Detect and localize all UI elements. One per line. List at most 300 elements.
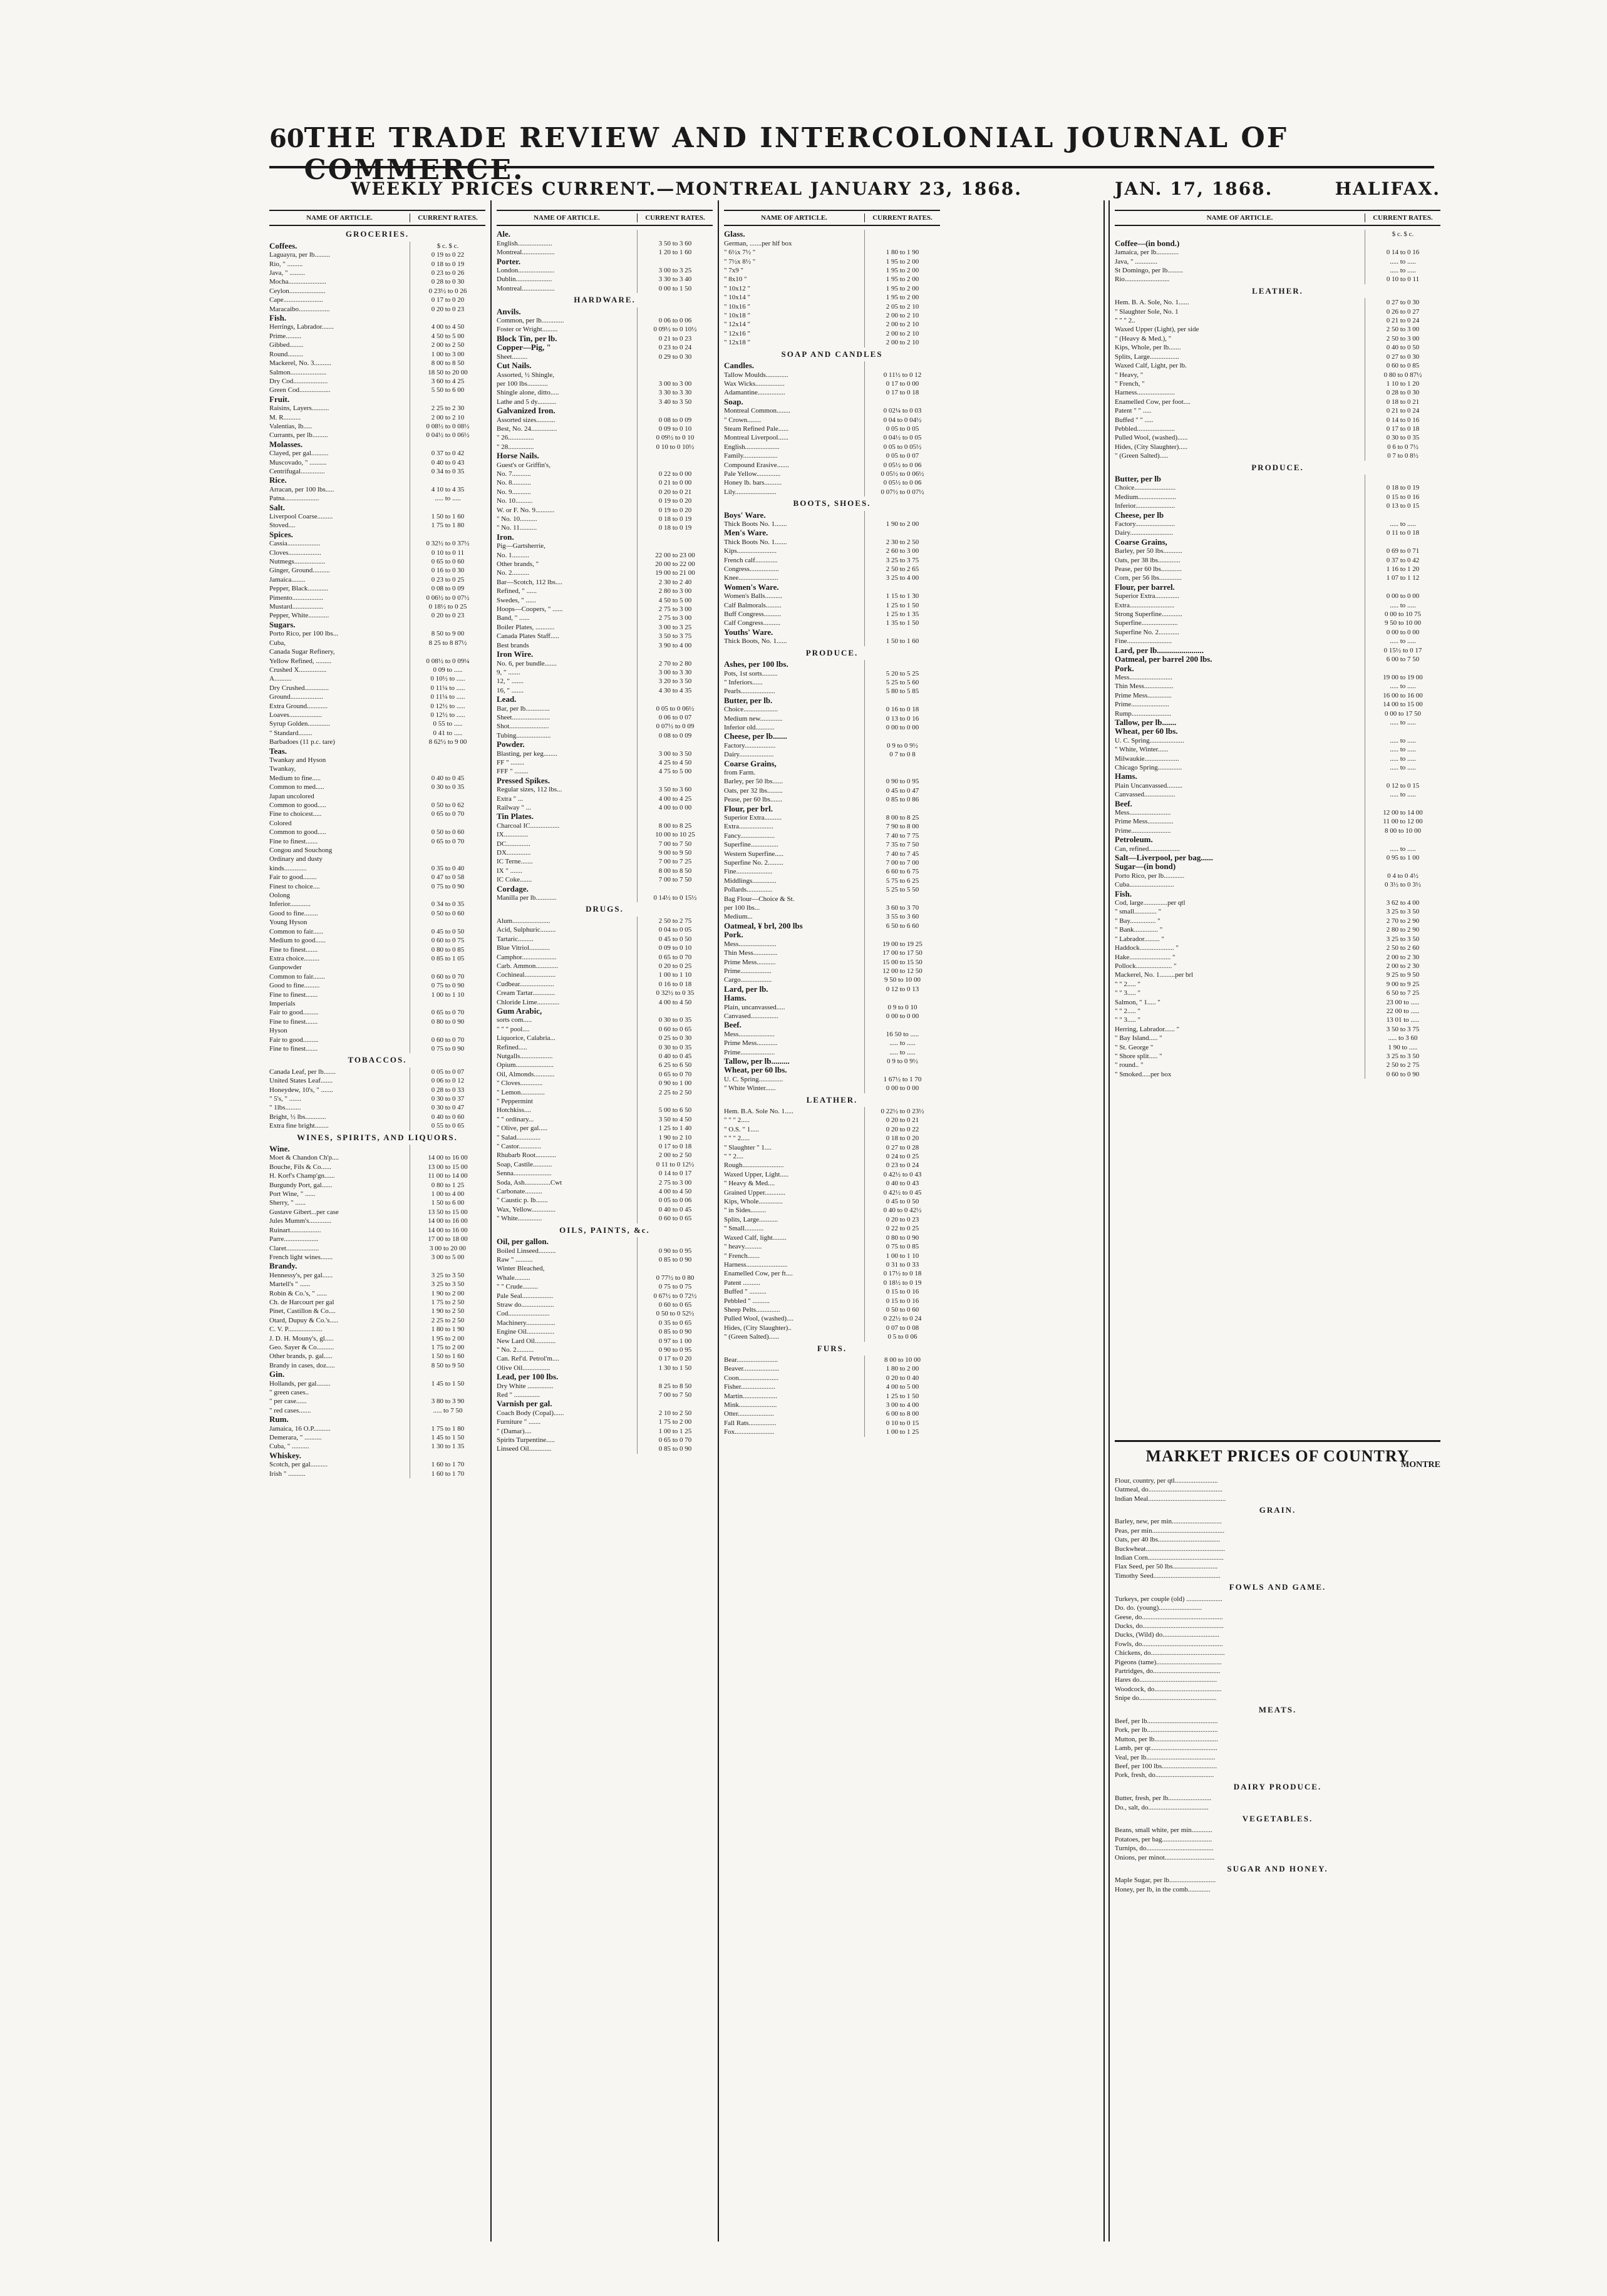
- price-row: [724, 230, 940, 239]
- price-row: [269, 1145, 485, 1153]
- article-rate: 15 00 to 15 50: [864, 958, 940, 967]
- article-rate: 8 00 to 8 25: [864, 813, 940, 822]
- price-row: [724, 1279, 940, 1287]
- price-row: [497, 1292, 713, 1300]
- article-rate: 1 90 to .....: [1365, 1043, 1440, 1052]
- price-row: [724, 583, 940, 592]
- article-name: Hides, (City Slaughter)..: [724, 1324, 792, 1332]
- article-rate: [864, 768, 940, 777]
- article-name: Knee.......................: [724, 574, 778, 582]
- article-name: Thick Boots No. 1.......: [724, 538, 787, 546]
- article-name: 12, " .......: [497, 677, 524, 686]
- article-rate: 3 50 to 3 75: [637, 632, 713, 641]
- article-name: Syrup Golden.............: [269, 720, 331, 728]
- article-name: Canada Sugar Refinery,: [269, 648, 335, 656]
- article-rate: [410, 1451, 485, 1460]
- article-name: No. 6, per bundle.......: [497, 659, 557, 667]
- article-rate: 0 65 to 0 70: [410, 810, 485, 818]
- article-name: Pinet, Castillon & Co....: [269, 1307, 336, 1315]
- article-name: Soda, Ash...............Cwt: [497, 1178, 562, 1187]
- market-item: Oatmeal, do...........................................: [1115, 1486, 1223, 1494]
- price-row: [724, 379, 940, 388]
- article-name: Liverpool Coarse.........: [269, 513, 333, 520]
- article-name: Camphor....................: [497, 953, 557, 961]
- price-row: [1115, 230, 1440, 239]
- price-row: [1115, 475, 1440, 483]
- article-rate: [1365, 800, 1440, 808]
- article-rate: ..... to .....: [1365, 637, 1440, 646]
- article-name: Montreal Liverpool......: [724, 434, 788, 442]
- price-row: [269, 1190, 485, 1198]
- price-row: [497, 1169, 713, 1178]
- price-row: [269, 575, 485, 584]
- article-rate: 3 60 to 3 70: [864, 903, 940, 912]
- article-name: " heavy..........: [724, 1243, 762, 1251]
- price-row: [724, 723, 940, 732]
- article-name: Coarse Grains,: [724, 759, 777, 768]
- article-name: Sheet......................: [497, 713, 550, 721]
- article-rate: ..... to .....: [410, 494, 485, 503]
- article-name: " Standard........: [269, 729, 313, 737]
- article-name: Butter, per lb: [1115, 474, 1162, 483]
- article-name: French calf.............: [724, 556, 778, 564]
- article-rate: [410, 395, 485, 404]
- article-name: German, .......per hlf box: [724, 239, 792, 247]
- article-rate: 0 28 to 0 30: [1365, 388, 1440, 397]
- article-name: Hotchkiss....: [497, 1106, 531, 1115]
- article-rate: 0 18 to 0 19: [637, 515, 713, 523]
- article-rate: 3 30 to 3 40: [637, 275, 713, 284]
- article-name: Superfine................: [724, 841, 778, 849]
- article-rate: 2 00 to 2 10: [864, 329, 940, 338]
- price-row: [724, 248, 940, 257]
- article-name: Extra " ...: [497, 795, 524, 803]
- article-rate: 4 50 to 5 00: [410, 332, 485, 341]
- price-row: [497, 875, 713, 884]
- price-row: [269, 991, 485, 999]
- market-item: Beef, per 100 lbs................................: [1115, 1763, 1217, 1770]
- market-item: Barley, new, per min.............................: [1115, 1518, 1222, 1526]
- price-row: [1115, 970, 1440, 979]
- article-name: J. D. H. Mouny's, gl.....: [269, 1334, 334, 1342]
- price-row: [497, 343, 713, 352]
- article-name: C. V. P....................: [269, 1326, 323, 1334]
- article-name: Yellow Refined, .........: [269, 657, 332, 665]
- article-rate: $ c. $ c.: [1365, 230, 1440, 239]
- market-section-title: SUGAR AND HONEY.: [1227, 1864, 1328, 1874]
- market-row: [1115, 1495, 1440, 1503]
- market-row: [1115, 1553, 1440, 1562]
- price-row: [497, 1124, 713, 1133]
- price-row: [497, 325, 713, 334]
- article-name: Tin Plates.: [497, 812, 534, 821]
- price-row: [497, 497, 713, 505]
- article-rate: [410, 314, 485, 322]
- article-name: Bouche, Fils & Co......: [269, 1163, 332, 1171]
- price-row: [497, 812, 713, 821]
- article-name: Tallow, per lb.........: [724, 1056, 790, 1066]
- price-row: [1115, 511, 1440, 520]
- article-rate: [1365, 583, 1440, 592]
- market-row: [1115, 1517, 1440, 1526]
- price-row: [724, 660, 940, 669]
- price-row: [269, 602, 485, 611]
- article-name: No. 7...........: [497, 470, 531, 478]
- article-name: Wax Wicks.................: [724, 379, 785, 388]
- article-rate: 1 75 to 1 80: [410, 521, 485, 530]
- article-name: Stoved....: [269, 522, 296, 530]
- price-row: [724, 1134, 940, 1143]
- article-rate: 2 75 to 3 00: [637, 614, 713, 622]
- article-name: Mess........................: [1115, 809, 1171, 816]
- price-row: [1115, 248, 1440, 257]
- article-rate: 1 95 to 2 00: [864, 293, 940, 302]
- article-name: Fine to finest.......: [269, 991, 318, 999]
- price-row: [724, 538, 940, 547]
- price-row: [724, 1297, 940, 1305]
- article-name: Rice.: [269, 476, 287, 485]
- price-row: [269, 1424, 485, 1433]
- price-row: [497, 953, 713, 962]
- article-name: Prime.......................: [1115, 826, 1171, 835]
- article-rate: 0 35 to 0 40: [410, 864, 485, 873]
- price-row: [497, 533, 713, 542]
- price-row: [269, 440, 485, 449]
- price-row: [1115, 682, 1440, 691]
- article-name: " Salad..............: [497, 1133, 541, 1141]
- price-row: [269, 1280, 485, 1289]
- article-name: Tallow Moulds.............: [724, 371, 788, 379]
- article-name: IX " .......: [497, 867, 522, 875]
- article-rate: 0 7 to 0 8: [864, 750, 940, 759]
- article-name: Waxed Calf, Light, per lb.: [1115, 362, 1187, 370]
- price-row: [497, 695, 713, 704]
- article-rate: [637, 1264, 713, 1273]
- article-rate: 4 30 to 4 35: [637, 686, 713, 695]
- article-rate: 0 60 to 0 75: [410, 936, 485, 945]
- article-name: Prime....................: [724, 1048, 775, 1056]
- article-rate: [864, 528, 940, 537]
- article-rate: 3 62 to 4 00: [1365, 898, 1440, 907]
- market-item: Chickens, do...........................................: [1115, 1649, 1225, 1657]
- article-name: Congou and Souchong: [269, 847, 333, 855]
- article-rate: 0 31 to 0 33: [864, 1260, 940, 1269]
- price-row: [497, 560, 713, 569]
- article-rate: 0 06½ to 0 07½: [410, 594, 485, 602]
- price-row: [497, 713, 713, 722]
- price-row: [724, 1206, 940, 1215]
- price-row: [269, 657, 485, 666]
- price-row: [724, 831, 940, 840]
- article-name: sorts com.....: [497, 1016, 532, 1024]
- article-rate: 0 00 to 0 00: [864, 1012, 940, 1021]
- article-rate: 2 25 to 2 50: [637, 1088, 713, 1097]
- price-row: [724, 547, 940, 555]
- article-name: " Shore split..... ": [1115, 1052, 1162, 1060]
- article-name: IC Coke.......: [497, 876, 532, 884]
- price-row: [497, 406, 713, 415]
- article-name: " Peppermint: [497, 1098, 533, 1105]
- article-rate: 1 95 to 2 00: [864, 257, 940, 266]
- article-rate: 0 17 to 0 18: [1365, 425, 1440, 433]
- article-name: " French, ": [1115, 379, 1145, 388]
- article-name: " " " 2..: [1115, 317, 1135, 325]
- article-name: Jamaica........: [269, 575, 306, 584]
- section-title: HARDWARE.: [574, 295, 636, 305]
- article-name: U. C. Spring..............: [724, 1075, 783, 1083]
- price-row: [724, 1242, 940, 1251]
- market-row: [1115, 1762, 1440, 1771]
- price-row: [269, 1289, 485, 1298]
- price-row: [724, 574, 940, 582]
- price-row: [724, 840, 940, 849]
- article-rate: 0 13 to 0 15: [1365, 502, 1440, 510]
- article-name: Congress.................: [724, 565, 779, 574]
- article-rate: 0 04½ to 0 06½: [410, 431, 485, 440]
- article-name: Imperials: [269, 999, 296, 1007]
- article-name: Dry Cod....................: [269, 377, 328, 385]
- article-name: " Bank.............. ": [1115, 926, 1163, 934]
- article-name: " 12x16 ": [724, 329, 750, 337]
- article-rate: 0 30 to 0 47: [410, 1103, 485, 1112]
- price-row: [497, 767, 713, 776]
- article-rate: [410, 440, 485, 449]
- article-rate: 0 21 to 0 24: [1365, 316, 1440, 325]
- price-row: [269, 846, 485, 855]
- price-row: [497, 1025, 713, 1034]
- article-rate: 0 3½ to 0 3½: [1365, 880, 1440, 889]
- price-row: [724, 1170, 940, 1179]
- article-rate: [864, 994, 940, 1002]
- column-rule: [1103, 200, 1110, 2242]
- article-rate: 0 04 to 0 04½: [864, 416, 940, 425]
- price-row: [497, 1255, 713, 1264]
- article-rate: 7 90 to 8 00: [864, 822, 940, 831]
- price-row: [724, 858, 940, 867]
- price-row: [497, 542, 713, 550]
- article-name: Fine.....................: [724, 868, 773, 876]
- price-row: [269, 882, 485, 891]
- article-name: " (Green Salted)......: [724, 1333, 780, 1341]
- price-row: [724, 714, 940, 723]
- article-name: Teas.: [269, 746, 287, 756]
- price-row: [269, 1103, 485, 1112]
- article-rate: 0 15 to 0 16: [864, 1297, 940, 1305]
- article-rate: 3 25 to 3 50: [410, 1271, 485, 1280]
- price-row: [497, 1354, 713, 1363]
- price-row: [269, 296, 485, 304]
- price-row: [1115, 520, 1440, 528]
- article-name: Canvassed..................: [1115, 791, 1176, 799]
- price-row: [269, 1217, 485, 1225]
- article-rate: [637, 533, 713, 542]
- article-rate: 0 10½ to .....: [410, 674, 485, 683]
- article-name: Chicago Spring..............: [1115, 763, 1182, 771]
- price-row: [269, 620, 485, 629]
- article-rate: ..... to .....: [1365, 845, 1440, 853]
- market-row: [1115, 1562, 1440, 1571]
- column-header-rates: CURRENT RATES.: [1365, 214, 1440, 222]
- price-column-2: [497, 210, 713, 1454]
- price-row: [269, 774, 485, 783]
- section-title: PRODUCE.: [1251, 462, 1304, 472]
- article-name: " Bay Island..... ": [1115, 1034, 1162, 1042]
- price-row: [269, 1325, 485, 1334]
- price-row: [1115, 343, 1440, 352]
- article-name: Beaver.....................: [724, 1365, 780, 1373]
- article-name: Nutgalls...................: [497, 1052, 553, 1060]
- article-name: Otter.....................: [724, 1410, 774, 1418]
- article-rate: 0 17 to 0 00: [864, 379, 940, 388]
- price-row: [269, 458, 485, 467]
- article-rate: 0 90 to 0 95: [864, 777, 940, 786]
- price-row: [269, 1008, 485, 1017]
- column-header-name: NAME OF ARTICLE.: [761, 214, 827, 222]
- price-row: [724, 425, 940, 433]
- article-rate: 2 70 to 2 90: [1365, 917, 1440, 925]
- article-rate: [410, 476, 485, 485]
- price-row: [724, 985, 940, 994]
- price-row: [724, 619, 940, 627]
- price-row: [269, 332, 485, 341]
- article-name: Gin.: [269, 1370, 285, 1379]
- article-name: Manilla per lb............: [497, 894, 557, 902]
- article-rate: 0 08½ to 0 08½: [410, 422, 485, 431]
- article-rate: 0 60 to 0 65: [637, 1025, 713, 1034]
- article-name: Shot.......................: [497, 723, 549, 731]
- article-rate: 0 40 to 0 60: [410, 1113, 485, 1121]
- article-name: Other brands, p. gal.....: [269, 1352, 333, 1361]
- price-row: [724, 416, 940, 425]
- article-rate: 2 10 to 2 50: [637, 1409, 713, 1418]
- article-rate: 0 90 to 1 00: [637, 1079, 713, 1088]
- article-rate: 2 50 to 3 00: [1365, 325, 1440, 334]
- market-row: [1115, 1535, 1440, 1544]
- price-row: [497, 1391, 713, 1399]
- market-section-title: VEGETABLES.: [1242, 1814, 1313, 1824]
- article-rate: [637, 1399, 713, 1408]
- article-rate: 2 00 to 2 10: [864, 338, 940, 347]
- price-row: [497, 1300, 713, 1309]
- price-row: [724, 1107, 940, 1116]
- article-name: Dairy.........................: [1115, 529, 1174, 537]
- article-rate: 1 50 to 1 60: [410, 512, 485, 521]
- price-row: [269, 1044, 485, 1053]
- article-rate: [1365, 538, 1440, 547]
- side-title: [1115, 178, 1440, 199]
- price-row: [497, 623, 713, 632]
- article-rate: 0 20 to 0 23: [410, 305, 485, 314]
- price-row: [1115, 817, 1440, 826]
- article-name: Cuba,: [269, 639, 286, 647]
- article-name: Women's Ware.: [724, 582, 779, 592]
- price-row: [269, 711, 485, 719]
- article-rate: 4 00 to 4 50: [637, 998, 713, 1007]
- price-row: [269, 702, 485, 711]
- article-rate: [637, 885, 713, 893]
- article-name: Oatmeal, ¥ brl, 200 lbs: [724, 921, 803, 930]
- price-row: [497, 1205, 713, 1214]
- price-row: [724, 678, 940, 687]
- article-name: Rhubarb Root............: [497, 1151, 557, 1160]
- article-rate: 0 15½ to 0 17: [1365, 646, 1440, 655]
- market-row: [1115, 1694, 1440, 1702]
- article-rate: 1 95 to 2 00: [864, 284, 940, 293]
- price-row: [269, 674, 485, 683]
- price-row: [724, 1428, 940, 1436]
- price-row: [1115, 664, 1440, 673]
- price-row: [497, 925, 713, 934]
- article-name: Honeydew, 10's, " .......: [269, 1086, 333, 1094]
- article-name: Salt—Liverpool, per bag......: [1115, 853, 1213, 863]
- article-rate: 0 41 to .....: [410, 729, 485, 738]
- article-name: Compound Erasive.......: [724, 461, 789, 469]
- price-row: [497, 443, 713, 451]
- article-name: Straw do...................: [497, 1300, 554, 1309]
- article-name: Pearls....................: [724, 687, 775, 696]
- price-row: [269, 747, 485, 756]
- price-row: [724, 687, 940, 696]
- article-rate: 0 55 to 0 65: [410, 1121, 485, 1130]
- article-name: Cordage.: [497, 884, 529, 893]
- price-row: [269, 314, 485, 322]
- article-rate: 0 65 to 0 70: [637, 1436, 713, 1444]
- article-rate: 1 90 to 2 50: [410, 1307, 485, 1315]
- article-rate: 1 30 to 1 50: [637, 1364, 713, 1372]
- article-rate: 0 19 to 0 20: [637, 506, 713, 515]
- article-rate: 20 00 to 22 00: [637, 560, 713, 569]
- article-rate: 7 00 to 7 25: [637, 857, 713, 866]
- price-row: [269, 1026, 485, 1035]
- price-row: [269, 1334, 485, 1343]
- article-name: Kips.......................: [724, 547, 777, 555]
- article-name: Dublin.....................: [497, 275, 552, 284]
- article-name: Tubing....................: [497, 731, 551, 739]
- price-row: [1115, 1052, 1440, 1061]
- article-name: Copper—Pig, ": [497, 343, 551, 353]
- price-row: [269, 1316, 485, 1325]
- article-rate: 8 62½ to 9 00: [410, 738, 485, 746]
- section-title: LEATHER.: [1252, 286, 1303, 296]
- article-rate: [1365, 835, 1440, 844]
- price-row: [269, 350, 485, 359]
- article-rate: 8 00 to 8 50: [410, 359, 485, 368]
- market-row: [1115, 1835, 1440, 1844]
- article-name: No. 10..........: [497, 497, 533, 505]
- column-rule: [718, 200, 719, 2242]
- article-rate: 16 00 to 16 00: [1365, 691, 1440, 700]
- article-rate: 0 05 to 0 07: [410, 1068, 485, 1076]
- article-name: Cheese, per lb.......: [724, 732, 787, 741]
- price-row: [1115, 433, 1440, 442]
- article-name: " Olive, per gal.....: [497, 1125, 548, 1133]
- article-rate: 0 29 to 0 30: [637, 353, 713, 361]
- article-name: Ch. de Harcourt per gal: [269, 1298, 334, 1306]
- article-rate: [864, 930, 940, 939]
- article-rate: 0 06 to 0 07: [637, 713, 713, 722]
- article-rate: 4 00 to 0 00: [637, 803, 713, 812]
- price-row: [497, 1327, 713, 1336]
- article-name: Extra choice.........: [269, 954, 320, 962]
- price-row: [1115, 700, 1440, 709]
- article-rate: 0 15 to 0 16: [1365, 493, 1440, 502]
- article-rate: 2 00 to 2 10: [864, 320, 940, 329]
- article-name: " 6½x 7½ ": [724, 249, 756, 257]
- price-row: [269, 756, 485, 764]
- article-name: Harness......................: [1115, 389, 1175, 397]
- article-name: Spirits Turpentine.....: [497, 1436, 555, 1444]
- price-row: [1115, 998, 1440, 1007]
